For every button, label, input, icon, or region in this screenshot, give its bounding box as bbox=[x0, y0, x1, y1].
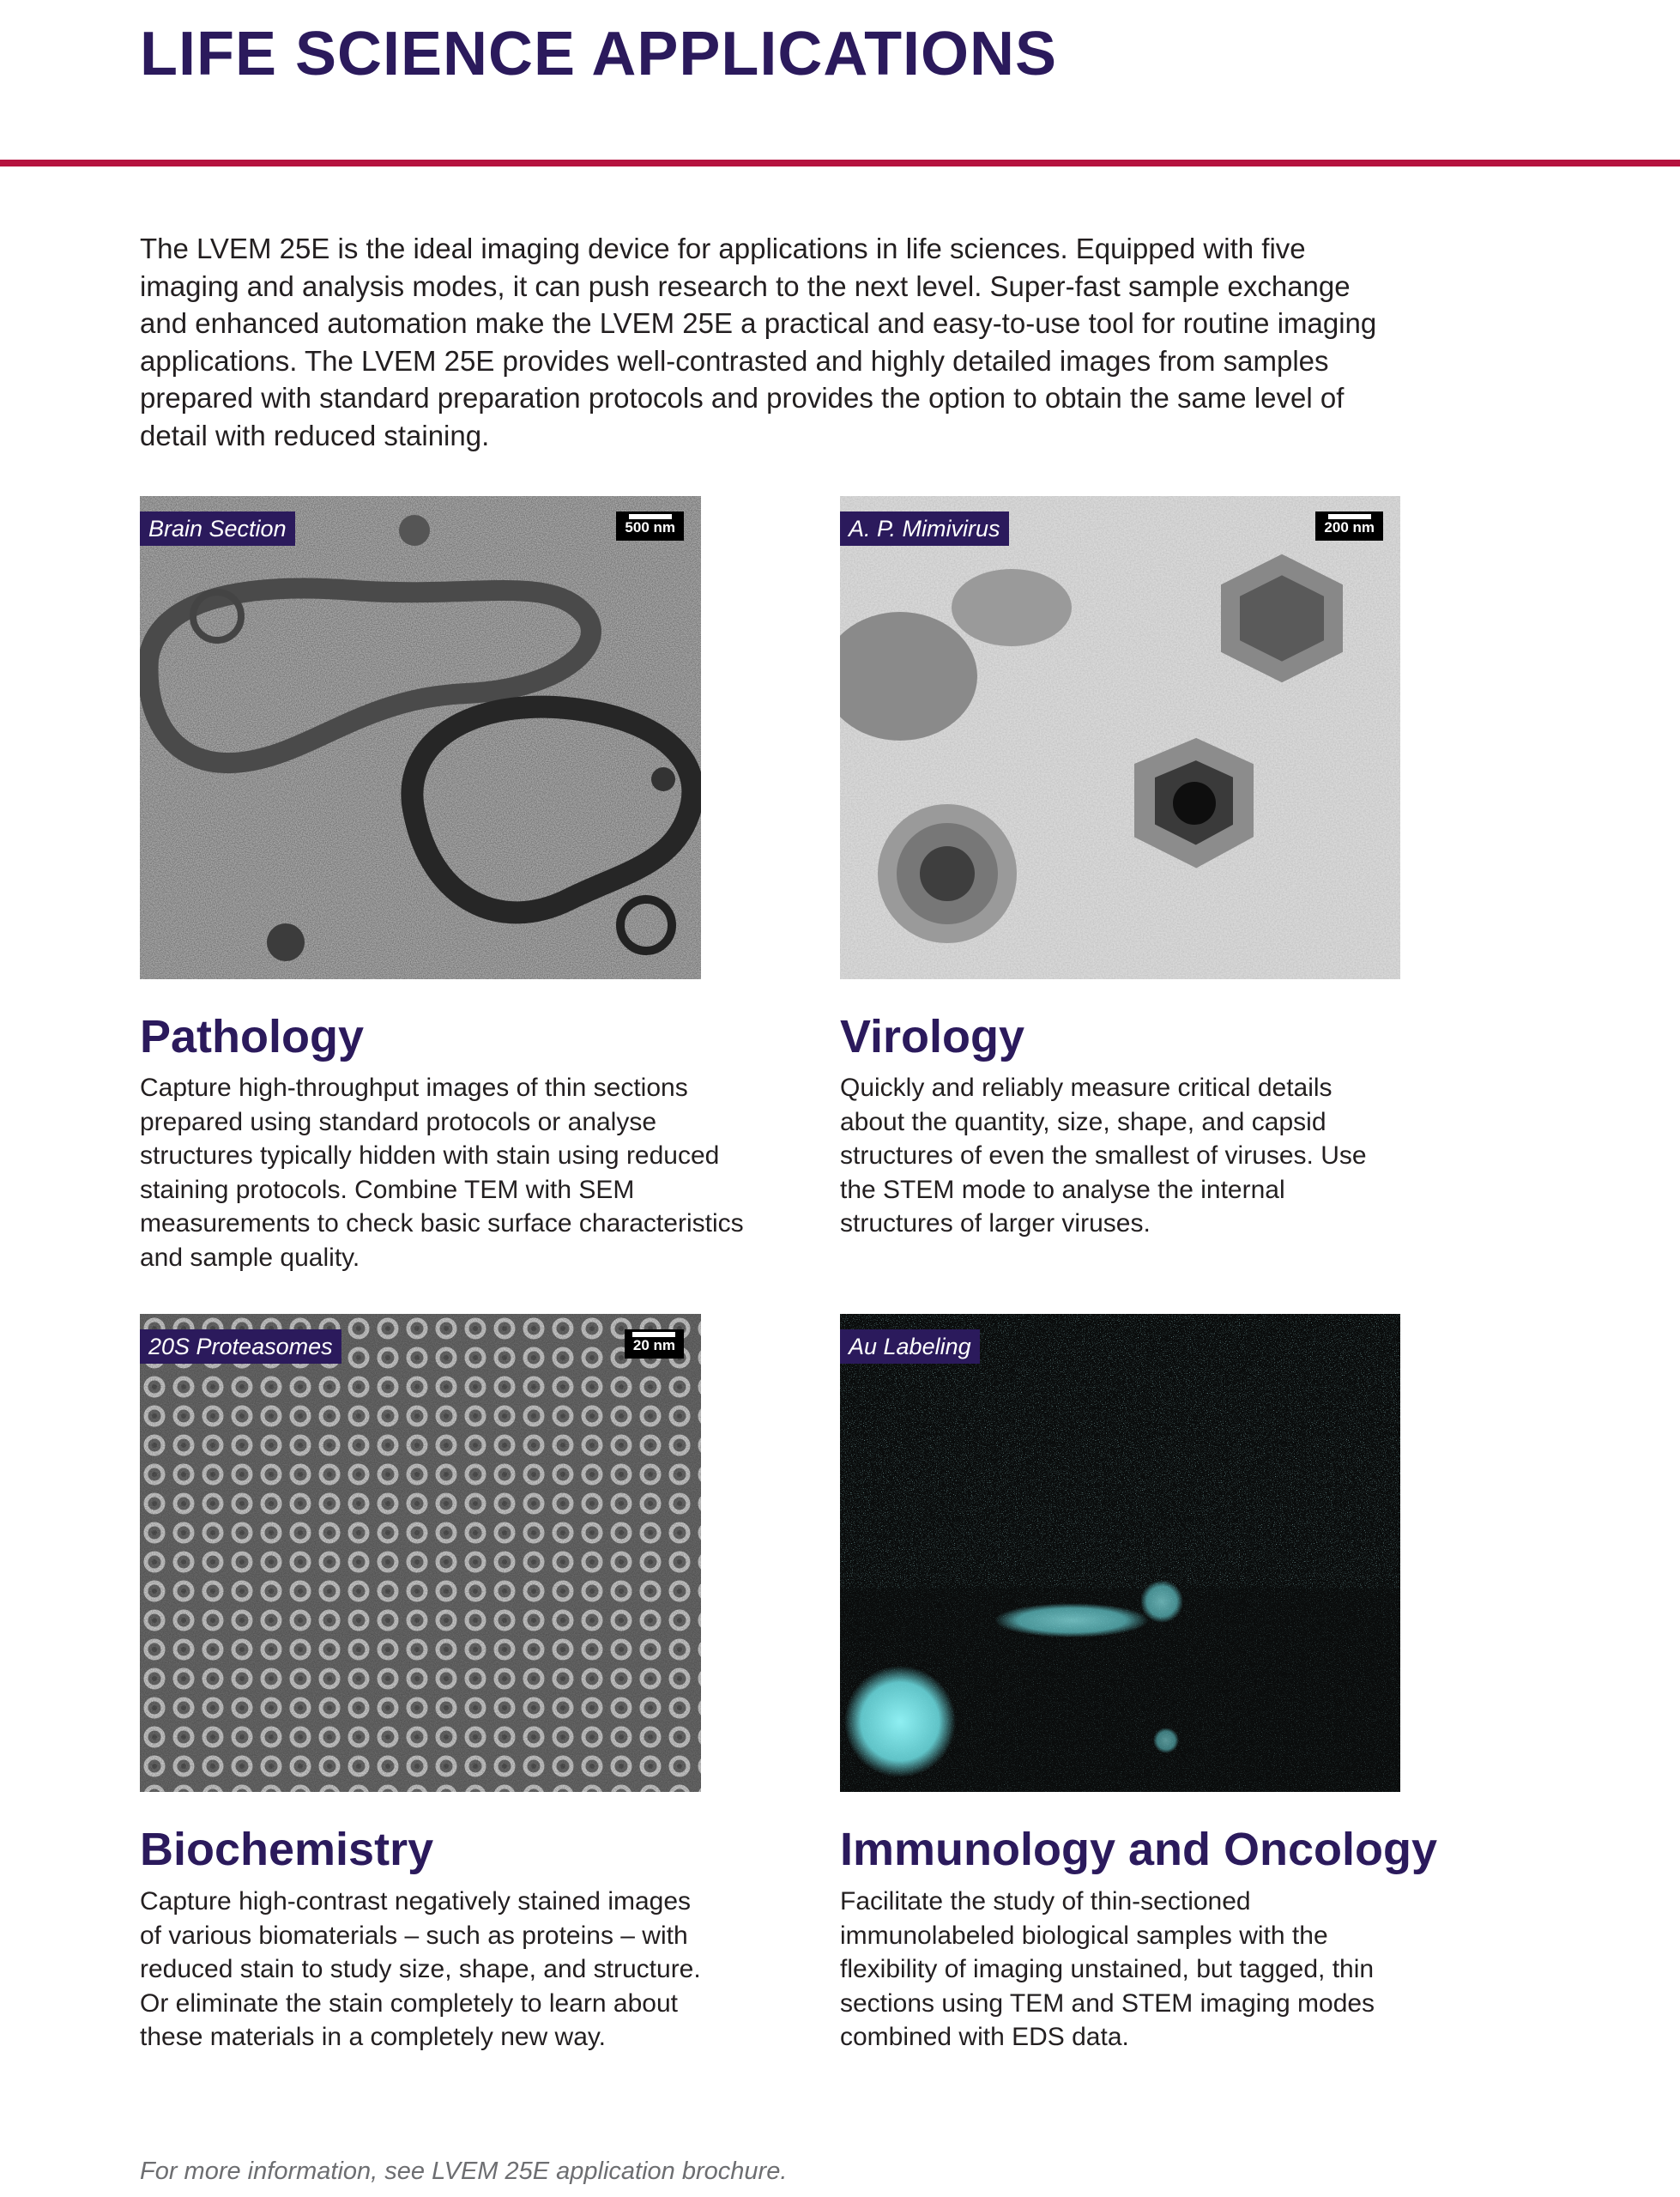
au-labeling-image bbox=[840, 1314, 1400, 1792]
proteasome-image bbox=[140, 1314, 701, 1792]
mimivirus-image bbox=[840, 496, 1400, 979]
brain-section-micrograph bbox=[140, 496, 701, 979]
section-heading-pathology: Pathology bbox=[140, 1011, 365, 1062]
page-title: LIFE SCIENCE APPLICATIONS bbox=[140, 20, 1058, 88]
scale-bar: 500 nm bbox=[616, 511, 684, 541]
proteasome-micrograph bbox=[140, 1314, 701, 1792]
section-heading-biochemistry: Biochemistry bbox=[140, 1824, 434, 1875]
au-labeling-map bbox=[840, 1314, 1400, 1792]
section-text-biochemistry: Capture high-contrast negatively stained images of various biomaterials – such as proteins – with reduced stain to study size, shape, and structure. Or eliminate the stain completely to learn about these materials in a completely new way. bbox=[140, 1887, 701, 2051]
section-heading-immunology: Immunology and Oncology bbox=[840, 1824, 1438, 1875]
scale-bar: 200 nm bbox=[1315, 511, 1383, 541]
section-text-pathology: Capture high-throughput images of thin sections prepared using standard protocols or analyse structures typically hidden with stain using reduced staining protocols. Combine TEM with SEM measurements to check basic surface characteristics and sample quality. bbox=[140, 1074, 744, 1272]
header-divider bbox=[0, 160, 1680, 166]
image-label: 20S Proteasomes bbox=[140, 1329, 341, 1364]
mimivirus-micrograph bbox=[840, 496, 1400, 979]
image-label: A. P. Mimivirus bbox=[840, 511, 1009, 546]
section-text-immunology: Facilitate the study of thin-sectioned immunolabeled biological samples with the flexibility of imaging unstained, but tagged, thin sections using TEM and STEM imaging modes combined with EDS data. bbox=[840, 1887, 1375, 2051]
section-text-virology: Quickly and reliably measure critical details about the quantity, size, shape, and capsid structures of even the smallest of viruses. Use the STEM mode to analyse the internal structures of larger viruses. bbox=[840, 1074, 1367, 1238]
image-label: Au Labeling bbox=[840, 1329, 980, 1364]
footnote: For more information, see LVEM 25E application brochure. bbox=[140, 2158, 788, 2185]
section-heading-virology: Virology bbox=[840, 1011, 1025, 1062]
scale-bar: 20 nm bbox=[625, 1329, 684, 1359]
intro-paragraph: The LVEM 25E is the ideal imaging device for applications in life sciences. Equipped with five imaging and analysis modes, it can push research to the next level. Super-fast sample exchange and enhanced automation make the LVEM 25E a practical and easy-to-use tool for routine imaging applications. The LVEM 25E provides well-contrasted and highly detailed images from samples prepared with standard preparation protocols and provides the option to obtain the same level of detail with reduced staining. bbox=[140, 233, 1377, 451]
brain-section-image bbox=[140, 496, 701, 979]
image-label: Brain Section bbox=[140, 511, 295, 546]
